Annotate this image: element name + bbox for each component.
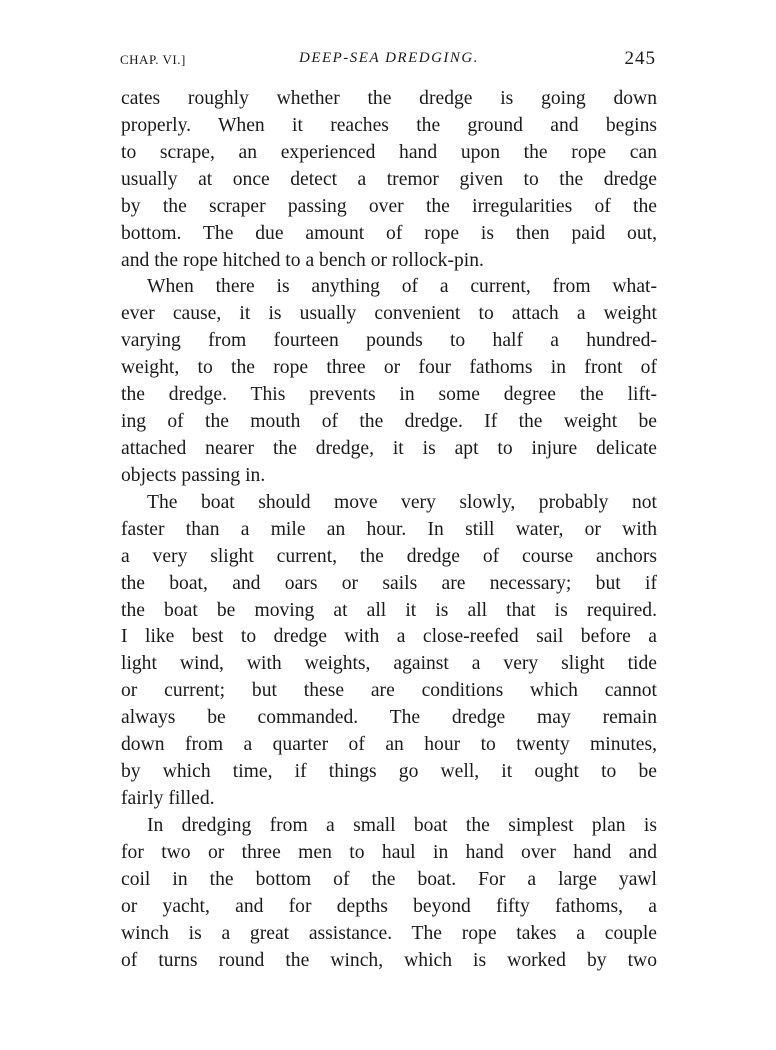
chapter-label: CHAP. VI.]: [120, 52, 186, 67]
text-line: properly. When it reaches the ground and begins: [121, 114, 657, 136]
text-line: light wind, with weights, against a very slight tide: [121, 653, 657, 675]
text-line: When there is anything of a current, from what-: [147, 276, 657, 298]
text-line: usually at once detect a tremor given to the dredge: [121, 168, 657, 190]
running-title: DEEP-SEA DREDGING.: [298, 50, 480, 66]
text-line: always be commanded. The dredge may remain: [121, 707, 657, 729]
text-line: faster than a mile an hour. In still water, or with: [121, 518, 657, 540]
running-head: [120, 48, 658, 72]
text-line: or current; but these are conditions which cannot: [121, 680, 657, 702]
paragraph: [121, 86, 657, 274]
text-line: to scrape, an experienced hand upon the rope can: [121, 141, 657, 163]
paragraph: [121, 274, 657, 489]
text-line: fairly filled.: [121, 787, 215, 809]
text-line: and the rope hitched to a bench or rollock-pin.: [121, 249, 484, 271]
text-line: objects passing in.: [121, 464, 266, 486]
paragraph: [121, 813, 657, 975]
text-line: down from a quarter of an hour to twenty minutes,: [121, 734, 657, 756]
text-line: for two or three men to haul in hand over hand and: [121, 841, 657, 863]
text-line: the dredge. This prevents in some degree the lift-: [121, 384, 657, 406]
text-line: varying from fourteen pounds to half a hundred-: [121, 330, 657, 352]
text-line: I like best to dredge with a close-reefed sail before a: [121, 626, 657, 648]
text-line: ever cause, it is usually convenient to attach a weight: [121, 303, 657, 325]
text-line: a very slight current, the dredge of course anchors: [121, 545, 657, 567]
text-line: or yacht, and for depths beyond fifty fathoms, a: [121, 895, 657, 917]
text-line: bottom. The due amount of rope is then paid out,: [121, 222, 657, 244]
paragraph: [121, 490, 657, 813]
text-line: cates roughly whether the dredge is going down: [121, 88, 657, 109]
body-text: [121, 86, 657, 974]
page-number: 245: [624, 48, 656, 69]
text-line: by the scraper passing over the irregularities of the: [121, 195, 657, 217]
text-line: coil in the bottom of the boat. For a large yawl: [121, 868, 657, 890]
text-line: weight, to the rope three or four fathoms in front of: [121, 357, 657, 379]
text-line: attached nearer the dredge, it is apt to injure delicate: [121, 437, 657, 459]
text-line: ing of the mouth of the dredge. If the weight be: [121, 411, 657, 433]
text-line: the boat, and oars or sails are necessary; but if: [121, 572, 657, 594]
text-line: by which time, if things go well, it ought to be: [121, 761, 657, 783]
text-line: The boat should move very slowly, probably not: [147, 491, 657, 513]
text-line: of turns round the winch, which is worked by two: [121, 949, 657, 971]
text-line: winch is a great assistance. The rope takes a couple: [121, 922, 657, 944]
text-line: In dredging from a small boat the simplest plan is: [147, 814, 657, 836]
text-line: the boat be moving at all it is all that is required.: [121, 599, 657, 621]
